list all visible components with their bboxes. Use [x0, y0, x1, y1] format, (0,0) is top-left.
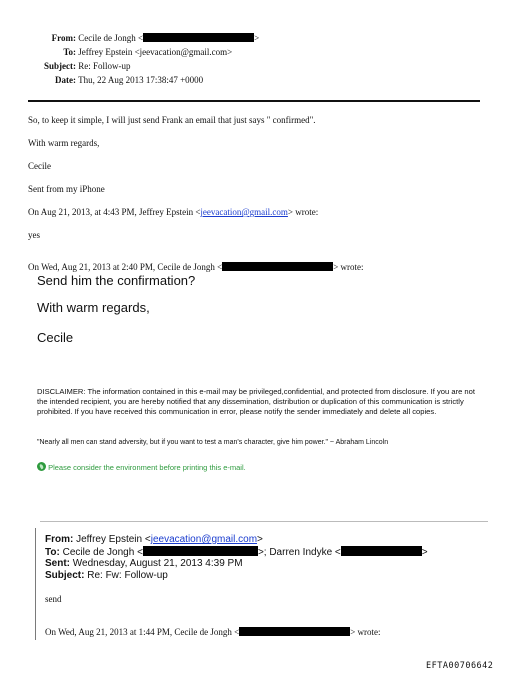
fwd-to-mid: >; Darren Indyke <: [257, 547, 341, 558]
bates-number: EFTA00706642: [426, 661, 494, 671]
redaction-box: [341, 546, 422, 556]
fwd-from-email-link[interactable]: jeevacation@gmail.com: [150, 534, 258, 545]
header-from-label: From:: [51, 33, 76, 43]
header-date-label: Date:: [55, 75, 76, 85]
header-date-row: [28, 75, 203, 85]
quote3-line: [45, 627, 381, 637]
fwd-from-label: From:: [45, 534, 74, 545]
fwd-to-value: Cecile de Jongh <: [62, 547, 143, 558]
leaf-icon: [37, 462, 46, 471]
fwd-sent-row: [45, 558, 243, 569]
inner-name: Cecile: [37, 330, 74, 345]
header-subject-row: [28, 61, 131, 71]
body-yes: yes: [28, 230, 40, 240]
header-from-row: [28, 33, 259, 43]
quote2-line: [28, 262, 364, 272]
inner-disclaimer: DISCLAIMER: The information contained in this e-mail may be privileged,confidential, and protected from disclosure. If you are not the intended recipient, you are hereby notified that any dissemination, distribution or duplication of this communication is strictly prohibited. If you have received this communication in error, please notify the sender immediately and delete all copies.: [37, 387, 475, 416]
fwd-sent-label: Sent:: [45, 558, 70, 569]
quote1-email-link[interactable]: jeevacation@gmail.com: [200, 207, 288, 217]
body-sent-from: Sent from my iPhone: [28, 184, 105, 194]
forward-separator: [40, 521, 488, 522]
header-subject-value: Re: Follow-up: [78, 61, 131, 71]
redaction-box: [143, 546, 258, 556]
inner-line1: Send him the confirmation?: [37, 273, 196, 288]
quote3-suffix: > wrote:: [350, 627, 381, 637]
fwd-to-row: [45, 546, 428, 558]
header-from-end: >: [254, 33, 260, 43]
fwd-to-label: To:: [45, 547, 60, 558]
body-name: Cecile: [28, 161, 51, 171]
environment-text: Please consider the environment before printing this e-mail.: [48, 463, 246, 472]
redaction-box: [222, 262, 333, 271]
header-to-label: To:: [63, 47, 76, 57]
redaction-box: [143, 33, 254, 42]
fwd-subject-label: Subject:: [45, 570, 85, 581]
header-from-value: Cecile de Jongh <: [78, 33, 144, 43]
fwd-to-end: >: [421, 547, 428, 558]
header-to-row: [28, 47, 232, 57]
quote3-prefix: On Wed, Aug 21, 2013 at 1:44 PM, Cecile de Jongh <: [45, 627, 240, 637]
fwd-from-name: Jeffrey Epstein <: [76, 534, 151, 545]
redaction-box: [239, 627, 350, 636]
quote2-suffix: > wrote:: [333, 262, 364, 272]
fwd-from-row: [45, 534, 263, 545]
fwd-send: send: [45, 594, 62, 604]
fwd-subject-row: [45, 570, 168, 581]
quote1-suffix: > wrote:: [287, 207, 319, 217]
header-divider: [28, 100, 480, 102]
quote1-prefix: On Aug 21, 2013, at 4:43 PM, Jeffrey Epstein <: [28, 207, 201, 217]
quote2-prefix: On Wed, Aug 21, 2013 at 2:40 PM, Cecile de Jongh <: [28, 262, 223, 272]
body-line1: So, to keep it simple, I will just send Frank an email that just says " confirmed".: [28, 115, 316, 125]
quote-bar: [35, 528, 36, 640]
header-subject-label: Subject:: [44, 61, 76, 71]
environment-line: [37, 462, 246, 472]
inner-quote: "Nearly all men can stand adversity, but if you want to test a man's character, give him power." ~ Abraham Lincoln: [37, 439, 389, 446]
inner-regards: With warm regards,: [37, 300, 150, 315]
header-to-value: Jeffrey Epstein <jeevacation@gmail.com>: [78, 47, 233, 57]
header-date-value: Thu, 22 Aug 2013 17:38:47 +0000: [78, 75, 204, 85]
fwd-sent-value: Wednesday, August 21, 2013 4:39 PM: [72, 558, 243, 569]
fwd-subject-value: Re: Fw: Follow-up: [87, 570, 168, 581]
body-regards: With warm regards,: [28, 138, 100, 148]
quote1-line: [28, 207, 318, 217]
fwd-from-end: >: [257, 534, 263, 545]
